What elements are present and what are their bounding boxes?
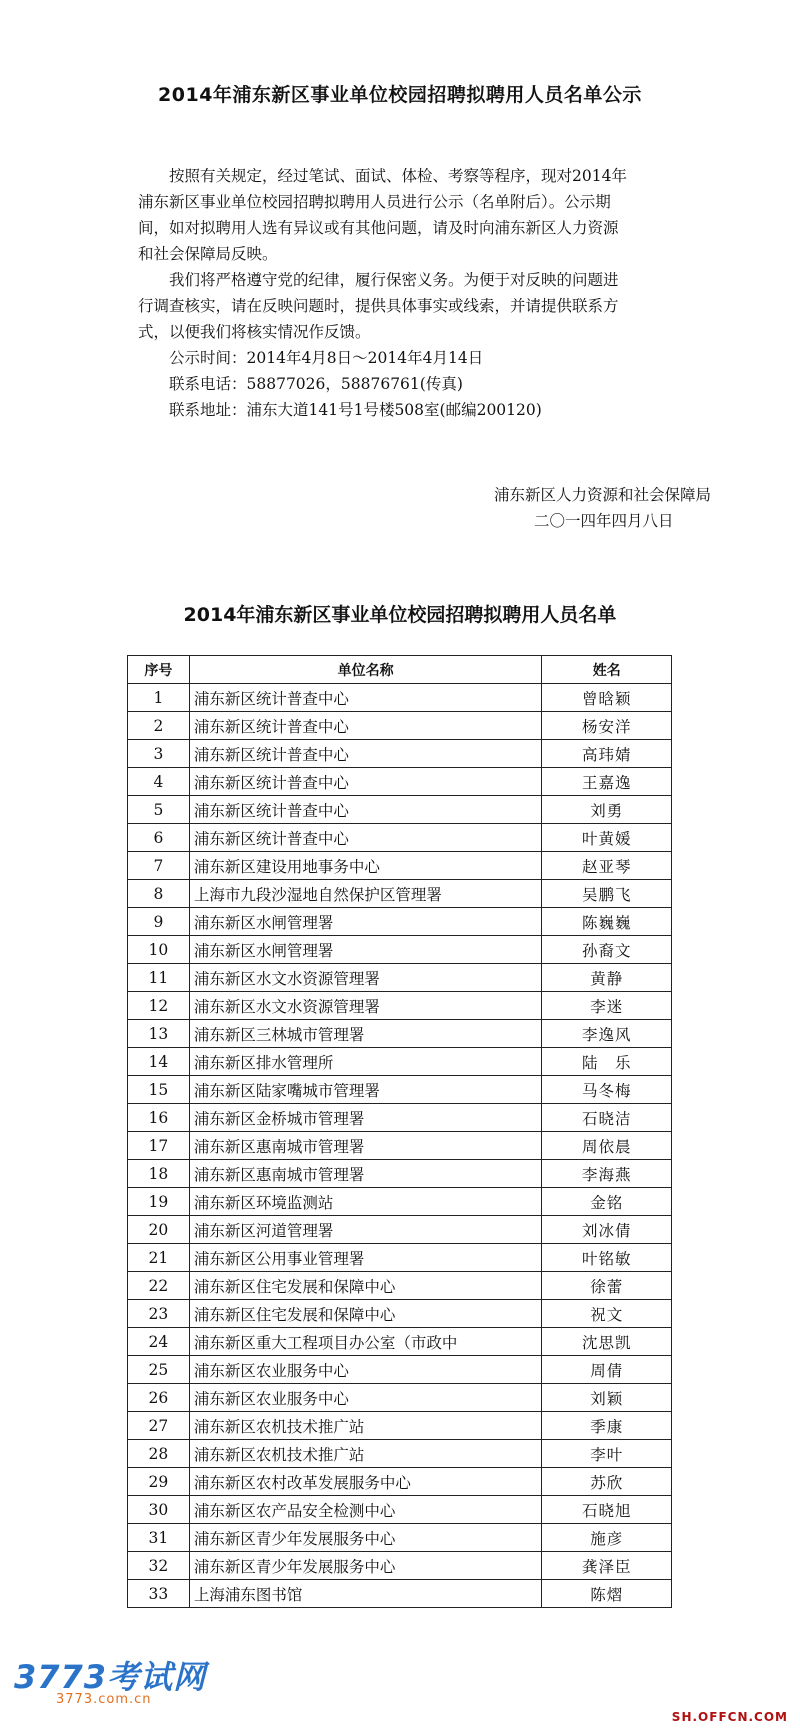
site-logo: 3773考试网 [14, 1658, 207, 1696]
row-no: 1 [128, 684, 190, 712]
row-unit: 浦东新区统计普查中心 [189, 684, 542, 712]
row-name: 赵亚琴 [542, 852, 672, 880]
table-row [128, 1076, 672, 1104]
table-row [128, 1524, 672, 1552]
row-unit: 浦东新区住宅发展和保障中心 [189, 1272, 542, 1300]
row-name: 苏欣 [542, 1468, 672, 1496]
row-no: 22 [128, 1272, 190, 1300]
row-no: 2 [128, 712, 190, 740]
row-name: 徐蕾 [542, 1272, 672, 1300]
row-name: 金铭 [542, 1188, 672, 1216]
row-unit: 浦东新区金桥城市管理署 [189, 1104, 542, 1132]
table-row [128, 992, 672, 1020]
row-name: 施彦 [542, 1524, 672, 1552]
row-name: 沈思凯 [542, 1328, 672, 1356]
row-unit: 浦东新区统计普查中心 [189, 796, 542, 824]
row-unit: 浦东新区农机技术推广站 [189, 1440, 542, 1468]
table-row [128, 684, 672, 712]
row-unit: 浦东新区住宅发展和保障中心 [189, 1300, 542, 1328]
row-no: 24 [128, 1328, 190, 1356]
notice-line: 间，如对拟聘用人选有异议或有其他问题，请及时向浦东新区人力资源 [138, 219, 619, 237]
row-no: 30 [128, 1496, 190, 1524]
row-no: 14 [128, 1048, 190, 1076]
notice-period: 公示时间：2014年4月8日～2014年4月14日 [169, 349, 484, 367]
row-no: 5 [128, 796, 190, 824]
row-name: 陈熠 [542, 1580, 672, 1608]
header-unit: 单位名称 [189, 656, 542, 684]
row-unit: 浦东新区农业服务中心 [189, 1384, 542, 1412]
row-no: 16 [128, 1104, 190, 1132]
row-no: 19 [128, 1188, 190, 1216]
notice-line: 我们将严格遵守党的纪律，履行保密义务。为便于对反映的问题进 [169, 271, 619, 289]
signature-date: 二〇一四年四月八日 [534, 512, 674, 530]
row-name: 石晓旭 [542, 1496, 672, 1524]
row-no: 32 [128, 1552, 190, 1580]
row-no: 7 [128, 852, 190, 880]
row-name: 李逸风 [542, 1020, 672, 1048]
notice-phone: 联系电话：58877026，58876761(传真) [169, 375, 463, 393]
table-row [128, 964, 672, 992]
table-row [128, 824, 672, 852]
row-no: 13 [128, 1020, 190, 1048]
row-name: 马冬梅 [542, 1076, 672, 1104]
row-unit: 浦东新区农村改革发展服务中心 [189, 1468, 542, 1496]
site-logo-url: 3773.com.cn [56, 1692, 152, 1707]
row-no: 28 [128, 1440, 190, 1468]
table-row [128, 1440, 672, 1468]
row-no: 31 [128, 1524, 190, 1552]
row-name: 高玮婧 [542, 740, 672, 768]
row-name: 季康 [542, 1412, 672, 1440]
row-name: 刘颖 [542, 1384, 672, 1412]
table-row [128, 852, 672, 880]
row-unit: 浦东新区重大工程项目办公室（市政中 [189, 1328, 542, 1356]
row-name: 李迷 [542, 992, 672, 1020]
row-no: 9 [128, 908, 190, 936]
header-no: 序号 [128, 656, 190, 684]
table-row [128, 1552, 672, 1580]
table-row [128, 1328, 672, 1356]
row-unit: 浦东新区排水管理所 [189, 1048, 542, 1076]
table-row [128, 1412, 672, 1440]
notice-address: 联系地址：浦东大道141号1号楼508室(邮编200120) [169, 401, 542, 419]
row-no: 17 [128, 1132, 190, 1160]
row-name: 杨安洋 [542, 712, 672, 740]
table-row [128, 1272, 672, 1300]
row-name: 陆 乐 [542, 1048, 672, 1076]
row-no: 6 [128, 824, 190, 852]
row-unit: 浦东新区水闸管理署 [189, 936, 542, 964]
row-no: 15 [128, 1076, 190, 1104]
row-unit: 上海市九段沙湿地自然保护区管理署 [189, 880, 542, 908]
row-no: 18 [128, 1160, 190, 1188]
row-no: 20 [128, 1216, 190, 1244]
notice-line: 按照有关规定，经过笔试、面试、体检、考察等程序，现对2014年 [169, 167, 627, 185]
row-no: 27 [128, 1412, 190, 1440]
table-row [128, 1188, 672, 1216]
row-unit: 浦东新区统计普查中心 [189, 824, 542, 852]
table-row [128, 1580, 672, 1608]
table-row [128, 1048, 672, 1076]
row-unit: 浦东新区农业服务中心 [189, 1356, 542, 1384]
row-unit: 浦东新区河道管理署 [189, 1216, 542, 1244]
row-no: 4 [128, 768, 190, 796]
table-row [128, 712, 672, 740]
row-unit: 浦东新区环境监测站 [189, 1188, 542, 1216]
row-unit: 浦东新区青少年发展服务中心 [189, 1524, 542, 1552]
row-no: 8 [128, 880, 190, 908]
row-unit: 浦东新区水文水资源管理署 [189, 964, 542, 992]
row-name: 刘勇 [542, 796, 672, 824]
row-unit: 上海浦东图书馆 [189, 1580, 542, 1608]
row-no: 26 [128, 1384, 190, 1412]
row-name: 黄静 [542, 964, 672, 992]
row-unit: 浦东新区水闸管理署 [189, 908, 542, 936]
row-name: 叶铭敏 [542, 1244, 672, 1272]
table-row [128, 1300, 672, 1328]
table-row [128, 740, 672, 768]
row-name: 龚泽臣 [542, 1552, 672, 1580]
row-unit: 浦东新区青少年发展服务中心 [189, 1552, 542, 1580]
row-name: 孙裔文 [542, 936, 672, 964]
row-name: 刘冰倩 [542, 1216, 672, 1244]
notice-title: 2014年浦东新区事业单位校园招聘拟聘用人员名单公示 [158, 84, 642, 106]
row-no: 3 [128, 740, 190, 768]
row-name: 周依晨 [542, 1132, 672, 1160]
row-unit: 浦东新区建设用地事务中心 [189, 852, 542, 880]
row-unit: 浦东新区水文水资源管理署 [189, 992, 542, 1020]
row-name: 李叶 [542, 1440, 672, 1468]
table-row [128, 1356, 672, 1384]
header-name: 姓名 [542, 656, 672, 684]
row-unit: 浦东新区农机技术推广站 [189, 1412, 542, 1440]
table-row [128, 768, 672, 796]
table-row [128, 1216, 672, 1244]
notice-line: 行调查核实，请在反映问题时，提供具体事实或线索，并请提供联系方 [138, 297, 619, 315]
row-no: 23 [128, 1300, 190, 1328]
notice-line: 式，以便我们将核实情况作反馈。 [138, 323, 371, 341]
row-name: 李海燕 [542, 1160, 672, 1188]
row-unit: 浦东新区统计普查中心 [189, 712, 542, 740]
row-unit: 浦东新区统计普查中心 [189, 768, 542, 796]
table-row [128, 1244, 672, 1272]
table-header-row [128, 656, 672, 684]
row-name: 吴鹏飞 [542, 880, 672, 908]
row-unit: 浦东新区惠南城市管理署 [189, 1160, 542, 1188]
notice-line: 浦东新区事业单位校园招聘拟聘用人员进行公示（名单附后）。公示期 [138, 193, 611, 211]
roster-table [127, 655, 672, 1608]
signature-org: 浦东新区人力资源和社会保障局 [494, 486, 712, 504]
row-no: 10 [128, 936, 190, 964]
table-row [128, 908, 672, 936]
row-name: 曾晗颖 [542, 684, 672, 712]
row-unit: 浦东新区惠南城市管理署 [189, 1132, 542, 1160]
row-name: 石晓洁 [542, 1104, 672, 1132]
row-no: 21 [128, 1244, 190, 1272]
row-name: 王嘉逸 [542, 768, 672, 796]
table-row [128, 1020, 672, 1048]
watermark-site: SH.OFFCN.COM [671, 1710, 788, 1724]
row-unit: 浦东新区陆家嘴城市管理署 [189, 1076, 542, 1104]
table-row [128, 1496, 672, 1524]
notice-line: 和社会保障局反映。 [138, 245, 278, 263]
list-title: 2014年浦东新区事业单位校园招聘拟聘用人员名单 [183, 604, 617, 626]
row-name: 陈巍巍 [542, 908, 672, 936]
row-no: 25 [128, 1356, 190, 1384]
table-row [128, 796, 672, 824]
row-name: 叶黄媛 [542, 824, 672, 852]
row-unit: 浦东新区统计普查中心 [189, 740, 542, 768]
table-row [128, 880, 672, 908]
notice-body [138, 163, 668, 423]
row-unit: 浦东新区公用事业管理署 [189, 1244, 542, 1272]
row-no: 29 [128, 1468, 190, 1496]
row-unit: 浦东新区三林城市管理署 [189, 1020, 542, 1048]
table-row [128, 1132, 672, 1160]
table-row [128, 1160, 672, 1188]
row-no: 12 [128, 992, 190, 1020]
row-name: 祝文 [542, 1300, 672, 1328]
row-unit: 浦东新区农产品安全检测中心 [189, 1496, 542, 1524]
table-row [128, 1384, 672, 1412]
row-no: 11 [128, 964, 190, 992]
row-no: 33 [128, 1580, 190, 1608]
row-name: 周倩 [542, 1356, 672, 1384]
table-row [128, 936, 672, 964]
roster-body [128, 684, 672, 1608]
table-row [128, 1104, 672, 1132]
table-row [128, 1468, 672, 1496]
